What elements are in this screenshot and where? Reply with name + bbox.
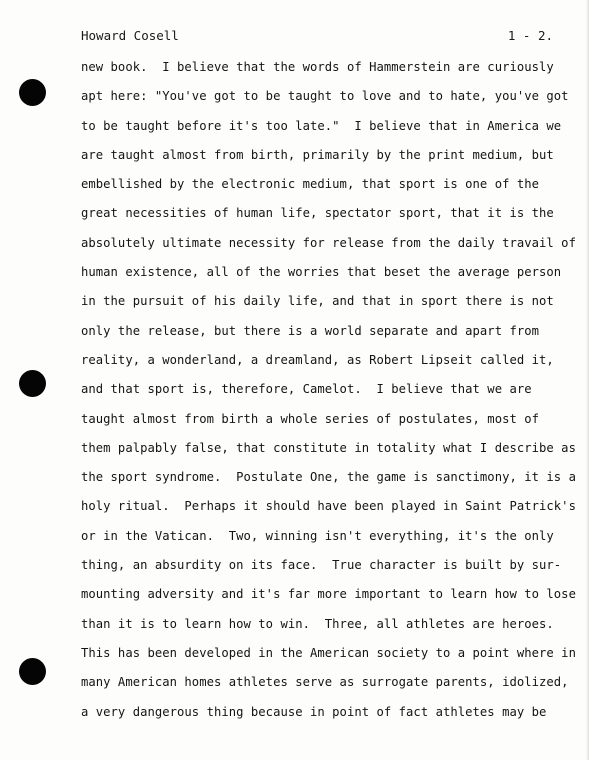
header-page-number: 1 - 2. — [507, 28, 553, 43]
text-line: This has been developed in the American society to a point where in — [81, 645, 576, 660]
text-line: a very dangerous thing because in point of fact athletes may be — [81, 704, 547, 719]
text-line: thing, an absurdity on its face. True character is built by sur- — [81, 558, 562, 573]
text-line: in the pursuit of his daily life, and that in sport there is not — [81, 294, 554, 309]
text-line: human existence, all of the worries that beset the average person — [81, 265, 562, 280]
text-line: and that sport is, therefore, Camelot. I believe that we are — [81, 382, 532, 397]
text-line: holy ritual. Perhaps it should have been played in Saint Patrick's — [81, 499, 576, 514]
text-line: many American homes athletes serve as surrogate parents, idolized, — [81, 675, 569, 690]
binder-hole-top — [19, 79, 46, 106]
text-line: new book. I believe that the words of Hammerstein are curiously — [81, 60, 554, 74]
text-line: absolutely ultimate necessity for release from the daily travail of — [81, 235, 576, 250]
text-line: reality, a wonderland, a dreamland, as Robert Lipseit called it, — [81, 352, 554, 367]
text-line: are taught almost from birth, primarily by the print medium, but — [81, 147, 554, 162]
text-line: apt here: "You've got to be taught to love and to hate, you've got — [81, 89, 569, 104]
text-line: mounting adversity and it's far more important to learn how to lose — [81, 587, 576, 602]
text-line: than it is to learn how to win. Three, all athletes are heroes. — [81, 616, 554, 631]
text-line: or in the Vatican. Two, winning isn't everything, it's the only — [81, 528, 554, 543]
text-line: the sport syndrome. Postulate One, the game is sanctimony, it is a — [81, 470, 576, 485]
binder-hole-bottom — [19, 658, 46, 685]
text-line: great necessities of human life, spectator sport, that it is the — [81, 206, 554, 221]
text-line: embellished by the electronic medium, that sport is one of the — [81, 177, 540, 192]
text-line: to be taught before it's too late." I believe that in America we — [81, 118, 562, 133]
text-line: them palpably false, that constitute in totality what I describe as — [81, 440, 576, 455]
header-author: Howard Cosell — [81, 28, 179, 43]
binder-hole-middle — [19, 370, 46, 397]
text-line: taught almost from birth a whole series of postulates, most of — [81, 411, 540, 426]
text-line: only the release, but there is a world separate and apart from — [81, 323, 540, 338]
body-text — [81, 58, 576, 732]
